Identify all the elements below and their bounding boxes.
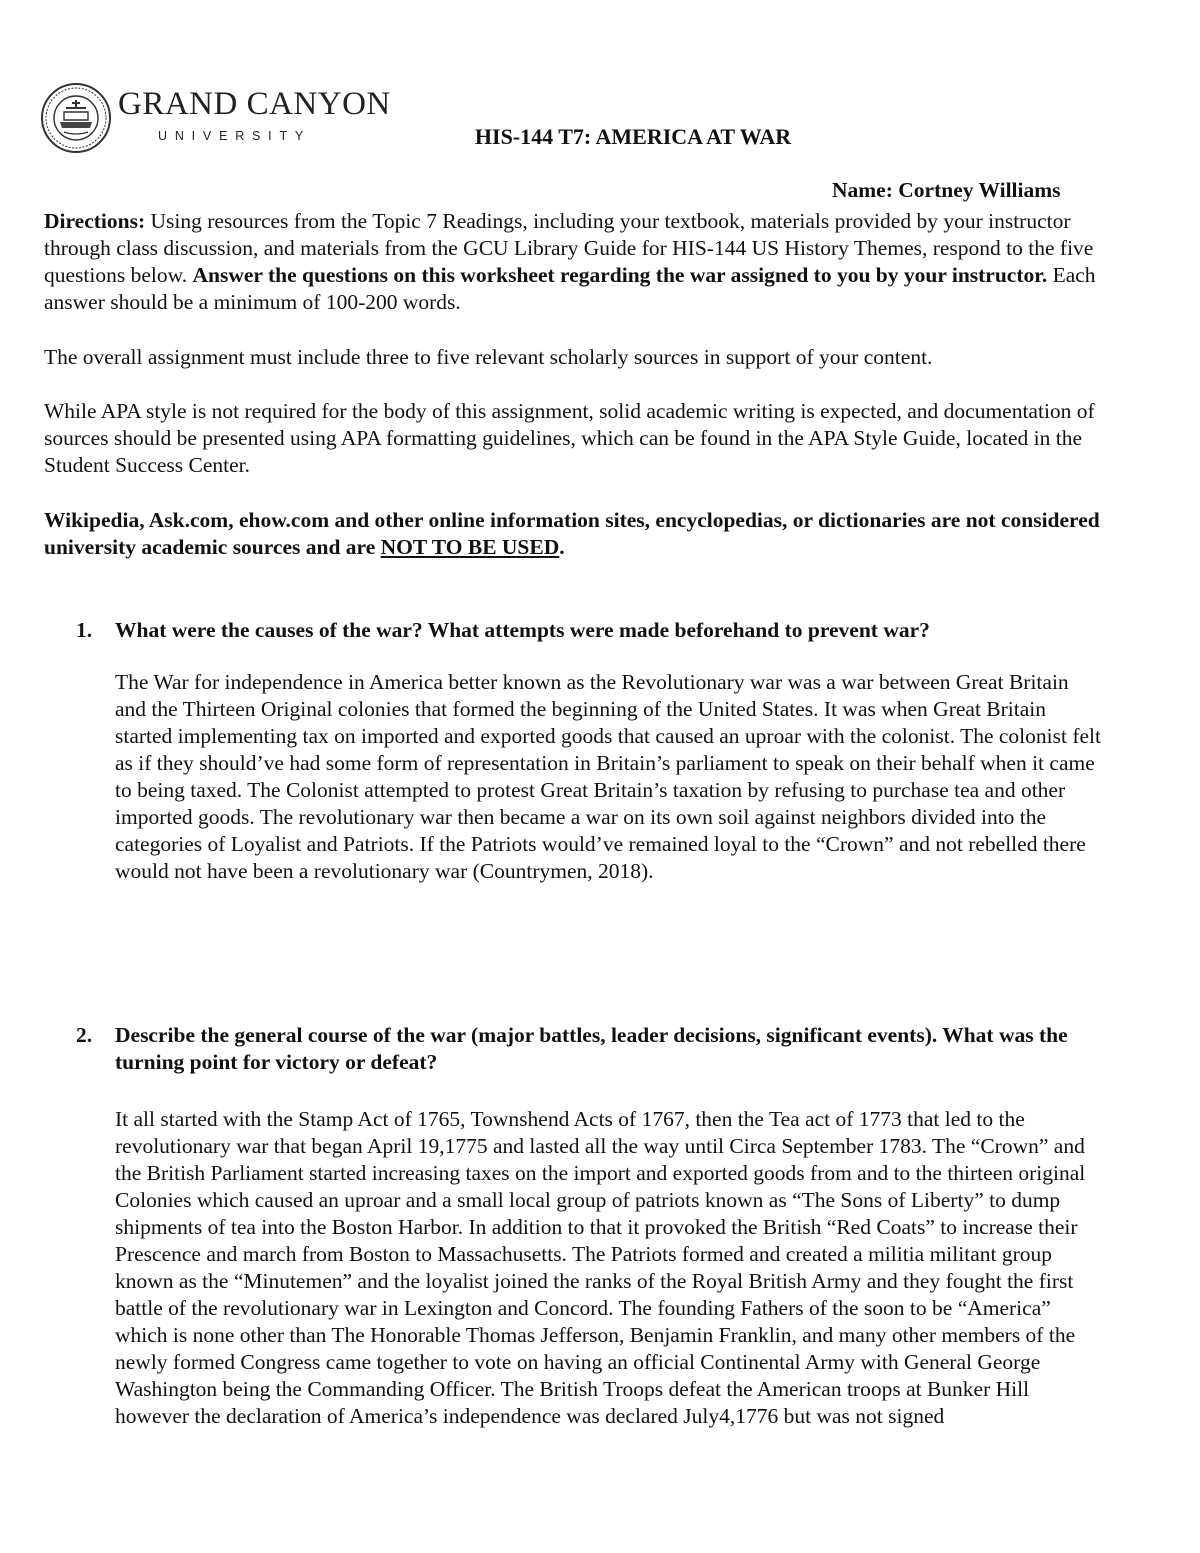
directions-minimum-text: Each answer should be a minimum of 100-200 words. — [44, 263, 1096, 314]
student-name: Name: Cortney Williams — [832, 178, 1061, 202]
warning-underlined: NOT TO BE USED — [380, 535, 560, 559]
directions-label: Directions: — [44, 209, 146, 233]
question-text: What were the causes of the war? What attempts were made beforehand to prevent war? — [115, 618, 930, 642]
question-number: 2. — [76, 1023, 93, 1047]
sources-warning — [44, 507, 1124, 561]
document-title: HIS-144 T7: AMERICA AT WAR — [474, 124, 792, 149]
question-2 — [76, 1022, 1116, 1076]
warning-end: . — [559, 535, 565, 559]
directions-bold-text: Answer the questions on this worksheet regarding the war assigned to you by your instructor. — [192, 263, 1048, 287]
directions-paragraph — [44, 208, 1124, 316]
logo-wordmark-line2: UNIVERSITY — [158, 129, 312, 143]
question-text: Describe the general course of the war (major battles, leader decisions, significant events). What was the turning point for victory or defeat? — [115, 1023, 1068, 1074]
university-logo — [40, 82, 391, 162]
question-number: 1. — [76, 618, 93, 642]
answer-1: The War for independence in America better known as the Revolutionary war was a war between Great Britain and the Thirteen Original colonies that formed the beginning of the United States. It was when Great Britain started implementing tax on imported and exported goods that caused an uproar with the colonist. The colonist felt as if they should’ve had some form of representation in Britain’s parliament to speak on their behalf when it came to being taxed. The Colonist attempted to protest Great Britain’s taxation by refusing to purchase tea and other imported goods. The revolutionary war then became a war on its own soil against neighbors divided into the categories of Loyalist and Patriots. If the Patriots would’ve remained loyal to the “Crown” and not rebelled there would not have been a revolutionary war (Countrymen, 2018). — [115, 670, 1101, 883]
answer-2: It all started with the Stamp Act of 1765, Townshend Acts of 1767, then the Tea act of 1773 that led to the revolutionary war that began April 19,1775 and lasted all the way until Circa September 1783. The “Crown” and the British Parliament started increasing taxes on the import and exported goods from and to the thirteen original Colonies which caused an uproar and a small local group of patriots known as “The Sons of Liberty” to dump shipments of tea into the Boston Harbor. In addition to that it provoked the British “Red Coats” to increase their Prescence and march from Boston to Massachusetts. The Patriots formed and created a militia militant group known as the “Minutemen” and the loyalist joined the ranks of the Royal British Army and they fought the first battle of the revolutionary war in Lexington and Concord. The founding Fathers of the soon to be “America” which is none other than The Honorable Thomas Jefferson, Benjamin Franklin, and many other members of the newly formed Congress came together to vote on having an official Continental Army with General George Washington being the Commanding Officer. The British Troops defeat the American troops at Bunker Hill however the declaration of America’s independence was declared July4,1776 but was not signed — [115, 1107, 1086, 1428]
question-1 — [76, 617, 1116, 644]
warning-text: Wikipedia, Ask.com, ehow.com and other online information sites, encyclopedias, or dictionaries are not considered university academic sources and are — [44, 508, 1100, 559]
apa-paragraph: While APA style is not required for the body of this assignment, solid academic writing is expected, and documentation of sources should be presented using APA formatting guidelines, which can be found in the APA Style Guide, located in the Student Success Center. — [44, 399, 1095, 477]
sources-paragraph: The overall assignment must include three to five relevant scholarly sources in support of your content. — [44, 345, 933, 369]
logo-wordmark-line1: GRAND CANYON — [118, 86, 391, 122]
directions-text: Using resources from the Topic 7 Readings, including your textbook, materials provided by your instructor through class discussion, and materials from the GCU Library Guide for HIS-144 US History Themes, respond to the five questions below. — [44, 209, 1094, 287]
